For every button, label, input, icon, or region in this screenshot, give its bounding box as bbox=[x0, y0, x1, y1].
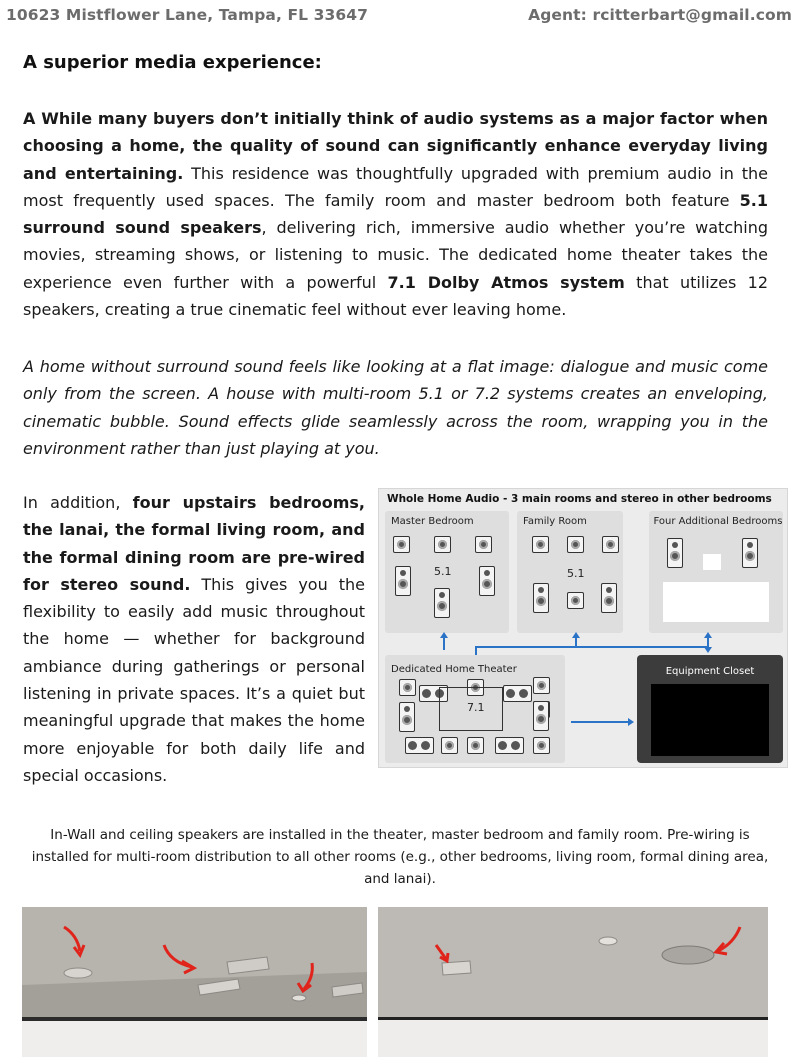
intro-bold-71: 7.1 Dolby Atmos system bbox=[387, 272, 625, 292]
connector-line bbox=[475, 646, 708, 648]
speaker-icon bbox=[742, 538, 758, 568]
arrow-up-icon bbox=[704, 632, 712, 638]
ceiling-photo-illustration bbox=[22, 907, 367, 1057]
diagram-title: Whole Home Audio - 3 main rooms and stereo in other bedrooms bbox=[387, 493, 772, 505]
speaker-icon bbox=[567, 592, 584, 609]
speaker-icon bbox=[533, 737, 550, 754]
speaker-icon bbox=[393, 536, 410, 553]
intro-bold-lead: A While many buyers don’t initially think of audio systems as a major factor when choosing a home, the quality of sound can significantly enhance everyday living and entertaining. bbox=[23, 109, 768, 183]
speaker-icon bbox=[399, 679, 416, 696]
prewire-bold: four upstairs bedrooms, the lanai, the formal living room, and the formal dining room are pre-wired for stereo sound. bbox=[23, 493, 365, 594]
intro-text-c: that utilizes 12 speakers, creating a true cinematic feel without ever leaving home. bbox=[23, 272, 769, 320]
master-bedroom-label: Master Bedroom bbox=[391, 516, 474, 527]
photo-caption: In-Wall and ceiling speakers are installed in the theater, master bedroom and family room. Pre-wiring is installed for multi-room distribution to all other rooms (e.g., other bedrooms, living room, formal dining area, and lanai). bbox=[31, 827, 769, 887]
speaker-icon bbox=[467, 737, 484, 754]
speaker-icon bbox=[434, 536, 451, 553]
speaker-icon bbox=[479, 566, 495, 596]
speaker-icon bbox=[601, 583, 617, 613]
speaker-icon bbox=[399, 702, 415, 732]
equipment-closet-label: Equipment Closet bbox=[665, 666, 755, 677]
audio-diagram bbox=[378, 488, 788, 768]
arrow-right-icon bbox=[628, 718, 634, 726]
surround-paragraph: A home without surround sound feels like looking at a flat image: dialogue and music come only from the screen. A house with multi-room 5.1 or 7.2 systems creates an enveloping, cinematic bubble. Sound effects glide seamlessly across the room, wrapping you in the environment rather than just playing at you. bbox=[23, 357, 768, 458]
speaker-icon bbox=[495, 737, 524, 754]
speaker-icon bbox=[395, 566, 411, 596]
prewire-text-b: This gives you the flexibility to easily add music throughout the home — whether for background ambiance during gatherings or personal listening in private spaces. It’s a quiet but meaningful upgrade that makes the home more enjoyable for both daily life and special occasions. bbox=[23, 574, 365, 785]
ceiling-speakers-photo-left bbox=[22, 907, 367, 1057]
home-theater-label: Dedicated Home Theater bbox=[391, 664, 517, 675]
additional-bedrooms-label: Four Additional Bedrooms bbox=[653, 516, 783, 527]
arrow-up-icon bbox=[572, 632, 580, 638]
intro-text-b: , delivering rich, immersive audio whether you’re watching movies, streaming shows, or listening to music. The dedicated home theater takes the experience even further with a powerful bbox=[23, 218, 768, 292]
prewire-paragraph bbox=[23, 489, 365, 789]
family-config-label: 5.1 bbox=[567, 567, 585, 580]
speaker-icon bbox=[533, 701, 549, 731]
page-title: A superior media experience: bbox=[23, 52, 322, 73]
speaker-icon bbox=[533, 677, 550, 694]
placeholder-box bbox=[663, 582, 769, 622]
arrow-down-icon bbox=[704, 647, 712, 653]
speaker-icon bbox=[441, 737, 458, 754]
speaker-icon bbox=[532, 536, 549, 553]
agent-email: Agent: rcitterbart@gmail.com bbox=[528, 6, 792, 24]
ceiling-speakers-photo-right bbox=[378, 907, 768, 1057]
connector-line bbox=[571, 721, 629, 723]
speaker-icon bbox=[405, 737, 434, 754]
family-room-label: Family Room bbox=[523, 516, 587, 527]
speaker-icon bbox=[602, 536, 619, 553]
speaker-icon bbox=[667, 538, 683, 568]
master-config-label: 5.1 bbox=[434, 565, 452, 578]
speaker-icon bbox=[503, 685, 532, 702]
intro-paragraph bbox=[23, 105, 768, 323]
intro-text-a: This residence was thoughtfully upgraded with premium audio in the most frequently used spaces. The family room and master bedroom both feature bbox=[23, 163, 769, 210]
speaker-icon bbox=[475, 536, 492, 553]
prewire-text-a: In addition, bbox=[23, 493, 133, 512]
speaker-icon bbox=[434, 588, 450, 618]
connector-line bbox=[475, 646, 477, 655]
ceiling-photo-illustration bbox=[378, 907, 768, 1057]
intro-bold-51: 5.1 surround sound speakers bbox=[23, 190, 768, 238]
theater-config-label: 7.1 bbox=[467, 701, 485, 714]
equipment-rack bbox=[651, 684, 769, 756]
property-address: 10623 Mistflower Lane, Tampa, FL 33647 bbox=[6, 6, 369, 24]
speaker-icon bbox=[533, 583, 549, 613]
arrow-up-icon bbox=[440, 632, 448, 638]
equipment-closet bbox=[637, 655, 783, 763]
placeholder-box bbox=[703, 554, 721, 570]
speaker-icon bbox=[567, 536, 584, 553]
